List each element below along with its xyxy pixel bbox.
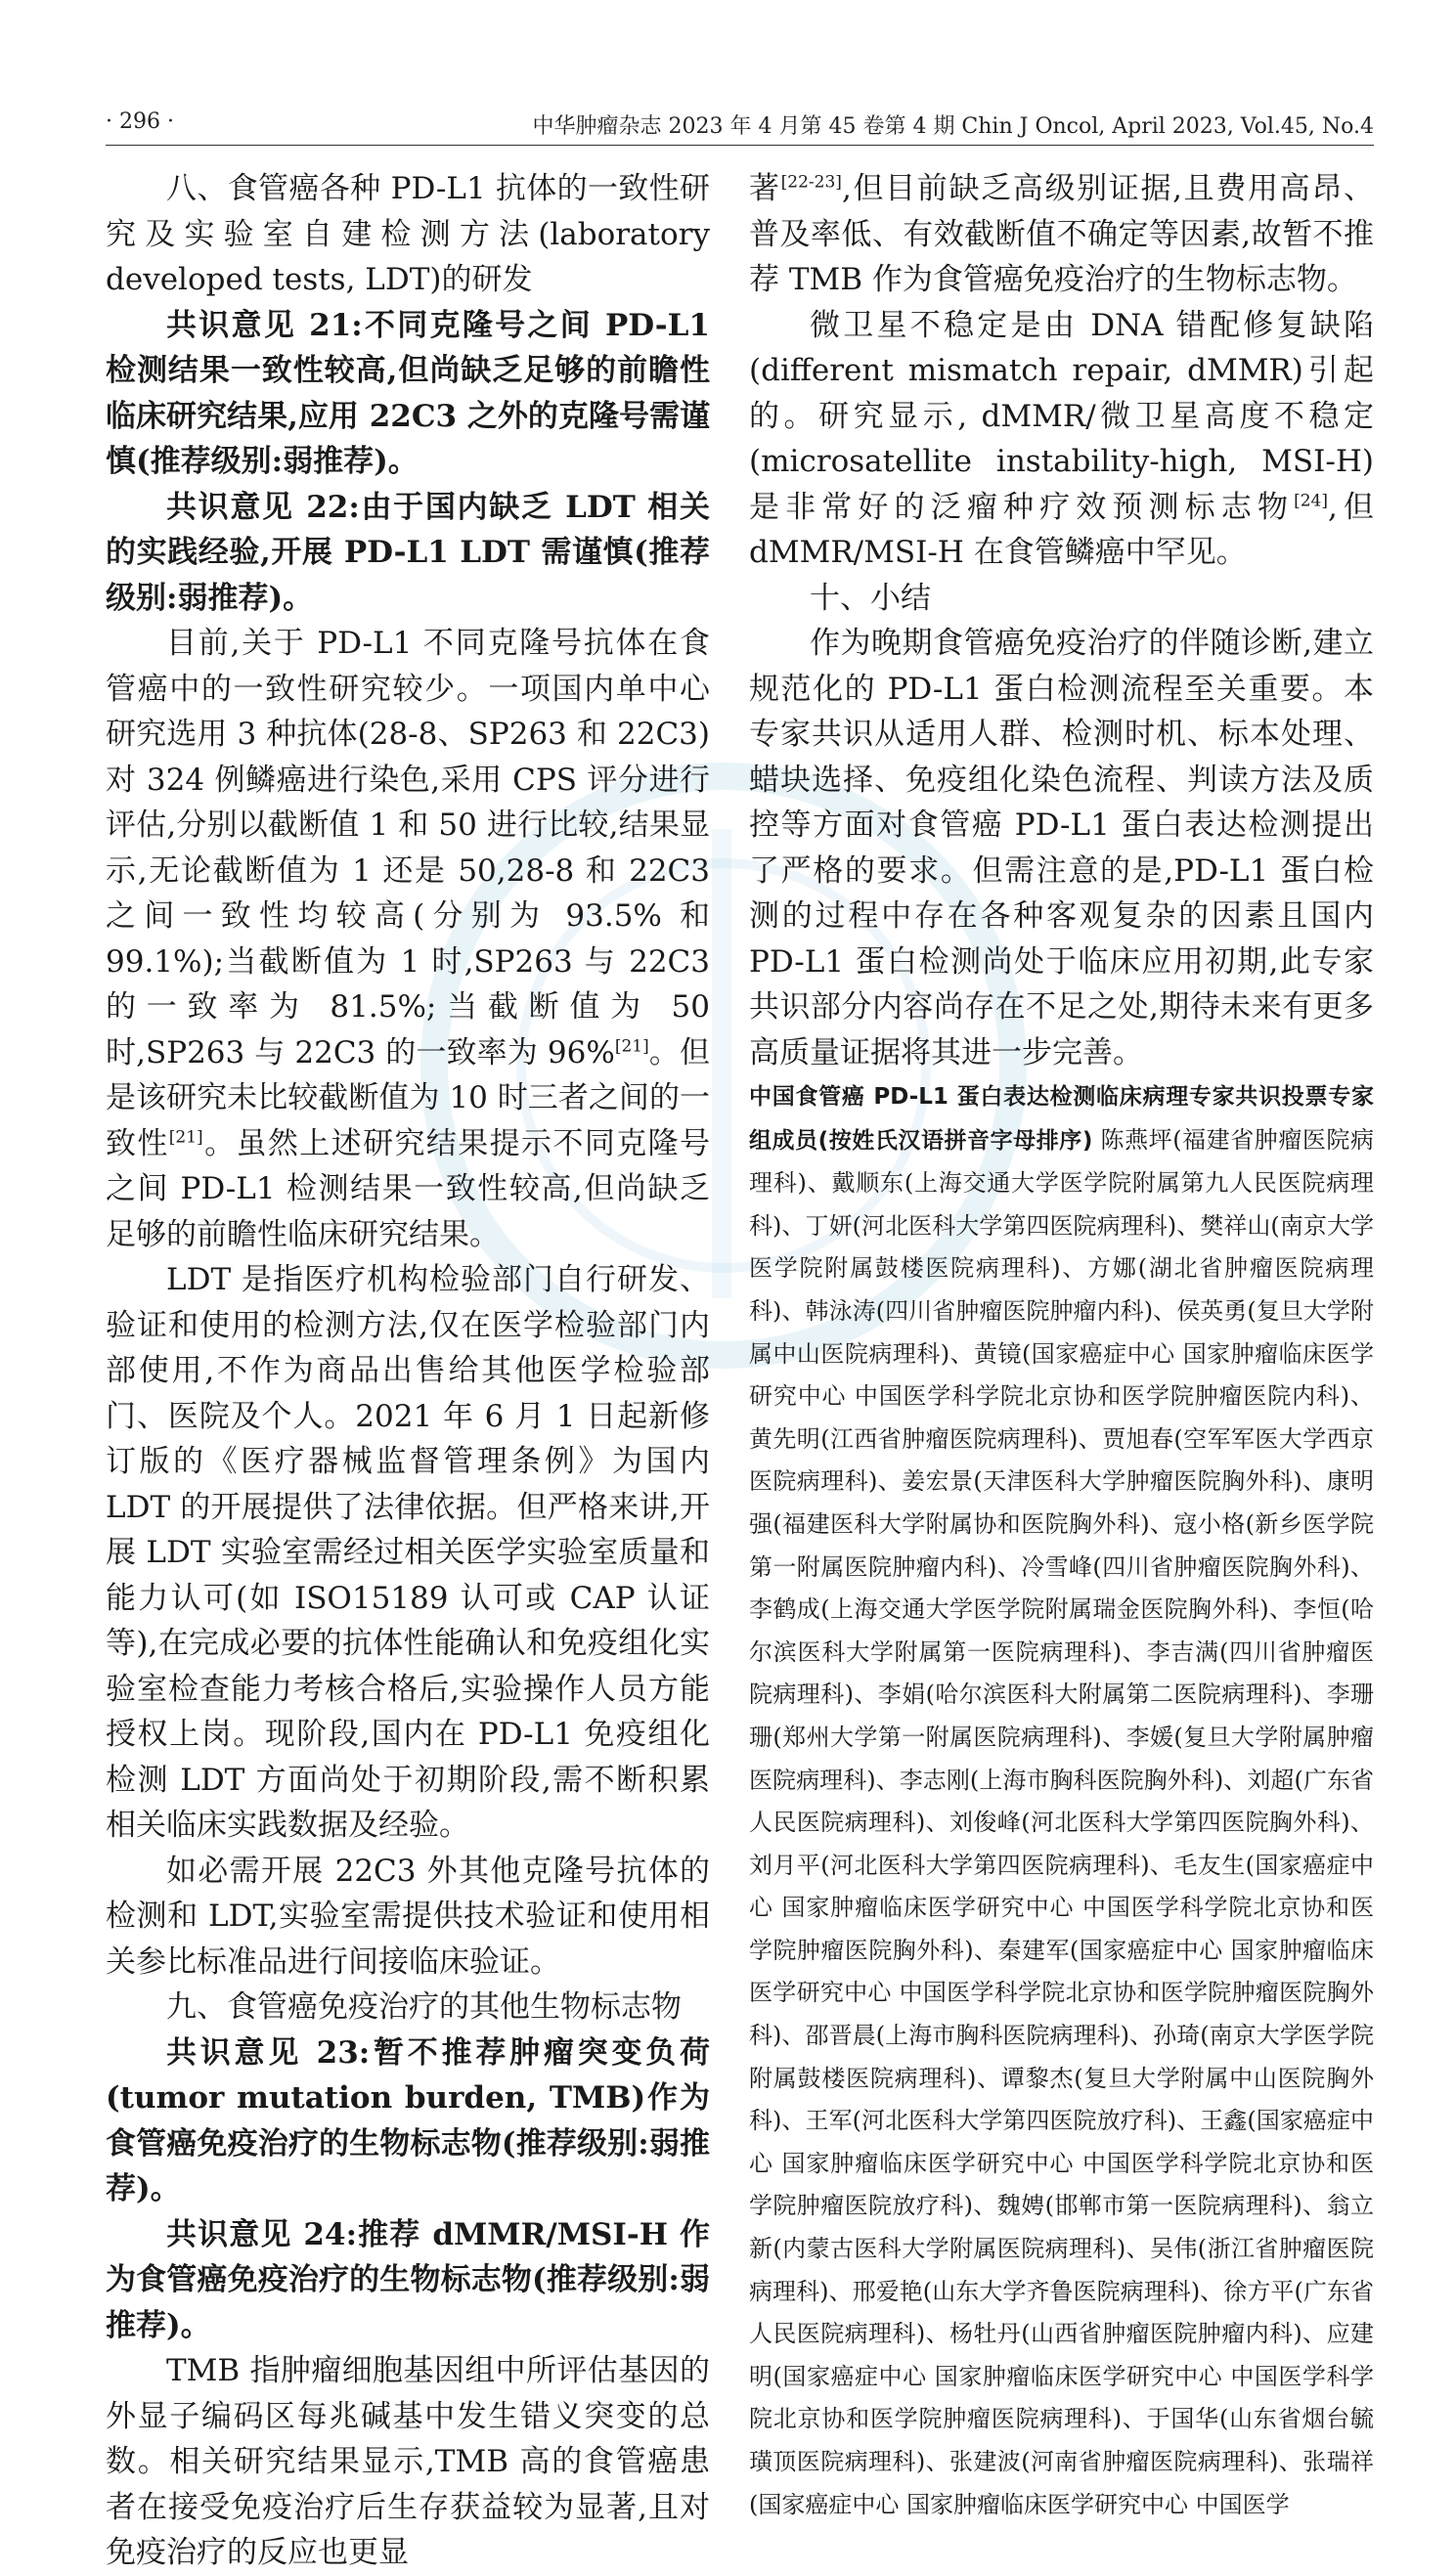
header-rule [106,145,1374,146]
right-column [749,166,1374,2526]
paragraph-text: 微卫星不稳定是由 DNA 错配修复缺陷(different mismatch repair, dMMR)引起的。研究显示, dMMR/微卫星高度不稳定(microsatellite instability-high, MSI-H)是非常好的泛瘤种疗效预测标志物 [749,307,1374,525]
consensus-21: 共识意见 21:不同克隆号之间 PD-L1 检测结果一致性较高,但尚缺乏足够的前瞻性临床研究结果,应用 22C3 之外的克隆号需谨慎(推荐级别:弱推荐)。 [106,307,710,479]
paragraph-tmb: TMB 指肿瘤细胞基因组中所评估基因的外显子编码区每兆碱基中发生错义突变的总数。相关研究结果显示,TMB 高的食管癌患者在接受免疫治疗后生存获益较为显著,且对免疫治疗的反应也更显 [106,2353,710,2570]
consensus-23: 共识意见 23:暂不推荐肿瘤突变负荷(tumor mutation burden, TMB)作为食管癌免疫治疗的生物标志物(推荐级别:弱推荐)。 [106,2034,710,2206]
paragraph-clone-consistency [106,621,710,1257]
left-column [106,166,710,2576]
page-number: · 296 · [106,109,174,134]
paragraph-text: 目前,关于 PD-L1 不同克隆号抗体在食管癌中的一致性研究较少。一项国内单中心研究选用 3 种抗体(28-8、SP263 和 22C3)对 324 例鳞癌进行染色,采用 CPS 评分进行评估,分别以截断值 1 和 50 进行比较,结果显示,无论截断值为 1 还是 50,28-8 和 22C3 之间一致性均较高(分别为 93.5% 和 99.1%);当截断值为 1 时,SP263 与 22C3 的一致率为 81.5%;当截断值为 50 时,SP263 与 22C3 的一致率为 96% [106,626,710,1070]
page-header [106,109,1374,139]
citation-24: [24] [1294,491,1328,511]
author-list [749,1075,1374,2526]
paragraph-summary: 作为晚期食管癌免疫治疗的伴随诊断,建立规范化的 PD-L1 蛋白检测流程至关重要。本专家共识从适用人群、检测时机、标本处理、蜡块选择、免疫组化染色流程、判读方法及质控等方面对食管癌 PD-L1 蛋白表达检测提出了严格的要求。但需注意的是,PD-L1 蛋白检测的过程中存在各种客观复杂的因素且国内 PD-L1 蛋白检测尚处于临床应用初期,此专家共识部分内容尚存在不足之处,期待未来有更多高质量证据将其进一步完善。 [749,626,1374,1070]
author-list-title: 中国食管癌 PD-L1 蛋白表达检测临床病理专家共识投票专家组成员(按姓氏汉语拼音字母排序) [749,1084,1374,1154]
paragraph-text: 著 [749,171,781,206]
citation-21: [21] [168,1127,203,1148]
section-8-title: 八、食管癌各种 PD-L1 抗体的一致性研究及实验室自建检测方法(laboratory developed tests, LDT)的研发 [106,171,710,297]
paragraph-text: ,但目前缺乏高级别证据,且费用高昂、普及率低、有效截断值不确定等因素,故暂不推荐 TMB 作为食管癌免疫治疗的生物标志物。 [749,171,1374,297]
author-names: 陈燕坪(福建省肿瘤医院病理科)、戴顺东(上海交通大学医学院附属第九人民医院病理科)、丁妍(河北医科大学第四医院病理科)、樊祥山(南京大学医学院附属鼓楼医院病理科)、方娜(湖北省肿瘤医院病理科)、韩泳涛(四川省肿瘤医院肿瘤内科)、侯英勇(复旦大学附属中山医院病理科)、黄镜(国家癌症中心 国家肿瘤临床医学研究中心 中国医学科学院北京协和医学院肿瘤医院内科)、黄先明(江西省肿瘤医院病理科)、贾旭春(空军军医大学西京医院病理科)、姜宏景(天津医科大学肿瘤医院胸外科)、康明强(福建医科大学附属协和医院胸外科)、寇小格(新乡医学院第一附属医院肿瘤内科)、冷雪峰(四川省肿瘤医院胸外科)、李鹤成(上海交通大学医学院附属瑞金医院胸外科)、李恒(哈尔滨医科大学附属第一医院病理科)、李吉满(四川省肿瘤医院病理科)、李娟(哈尔滨医科大附属第二医院病理科)、李珊珊(郑州大学第一附属医院病理科)、李媛(复旦大学附属肿瘤医院病理科)、李志刚(上海市胸科医院胸外科)、刘超(广东省人民医院病理科)、刘俊峰(河北医科大学第四医院胸外科)、刘月平(河北医科大学第四医院病理科)、毛友生(国家癌症中心 国家肿瘤临床医学研究中心 中国医学科学院北京协和医学院肿瘤医院胸外科)、秦建军(国家癌症中心 国家肿瘤临床医学研究中心 中国医学科学院北京协和医学院肿瘤医院胸外科)、邵晋晨(上海市胸科医院病理科)、孙琦(南京大学医学院附属鼓楼医院病理科)、谭黎杰(复旦大学附属中山医院胸外科)、王军(河北医科大学第四医院放疗科)、王鑫(国家癌症中心 国家肿瘤临床医学研究中心 中国医学科学院北京协和医学院肿瘤医院放疗科)、魏娉(邯郸市第一医院病理科)、翁立新(内蒙古医科大学附属医院病理科)、吴伟(浙江省肿瘤医院病理科)、邢爱艳(山东大学齐鲁医院病理科)、徐方平(广东省人民医院病理科)、杨牡丹(山西省肿瘤医院肿瘤内科)、应建明(国家癌症中心 国家肿瘤临床医学研究中心 中国医学科学院北京协和医学院肿瘤医院病理科)、于国华(山东省烟台毓璜顶医院病理科)、张建波(河南省肿瘤医院病理科)、张瑞祥(国家癌症中心 国家肿瘤临床医学研究中心 中国医学 [749,1125,1374,2518]
paragraph-text: 。但是该研究未比较截断值为 10 时三者之间的一致性 [106,1034,711,1161]
paragraph-text: 。虽然上述研究结果提示不同克隆号之间 PD-L1 检测结果一致性较高,但尚缺乏足够的前瞻性临床研究结果。 [106,1125,711,1252]
section-10-title: 十、小结 [810,580,931,616]
paragraph-ldt-definition: LDT 是指医疗机构检验部门自行研发、验证和使用的检测方法,仅在医学检验部门内部使用,不作为商品出售给其他医学检验部门、医院及个人。2021 年 6 月 1 日起新修订版的《医疗器械监督管理条例》为国内 LDT 的开展提供了法律依据。但严格来讲,开展 LDT 实验室需经过相关医学实验室质量和能力认可(如 ISO15189 认可或 CAP 认证等),在完成必要的抗体性能确认和免疫组化实验室检查能力考核合格后,实验操作人员方能授权上岗。现阶段,国内在 PD-L1 免疫组化检测 LDT 方面尚处于初期阶段,需不断积累相关临床实践数据及经验。 [106,1262,710,1843]
citation-21: [21] [614,1036,649,1057]
consensus-22: 共识意见 22:由于国内缺乏 LDT 相关的实践经验,开展 PD-L1 LDT 需谨慎(推荐级别:弱推荐)。 [106,489,710,616]
paragraph-msi [749,303,1374,576]
section-9-title: 九、食管癌免疫治疗的其他生物标志物 [166,1989,682,2025]
paragraph-text: ,但 dMMR/MSI-H 在食管鳞癌中罕见。 [749,489,1374,570]
citation-22-23: [22-23] [780,172,842,193]
paragraph-tmb-continued [749,166,1374,303]
paragraph-ldt-requirement: 如必需开展 22C3 外其他克隆号抗体的检测和 LDT,实验室需提供技术验证和使用相关参比标准品进行间接临床验证。 [106,1853,710,1980]
consensus-24: 共识意见 24:推荐 dMMR/MSI-H 作为食管癌免疫治疗的生物标志物(推荐级别:弱推荐)。 [106,2216,710,2343]
journal-info: 中华肿瘤杂志 2023 年 4 月第 45 卷第 4 期 Chin J Oncol, April 2023, Vol.45, No.4 [532,114,1374,139]
